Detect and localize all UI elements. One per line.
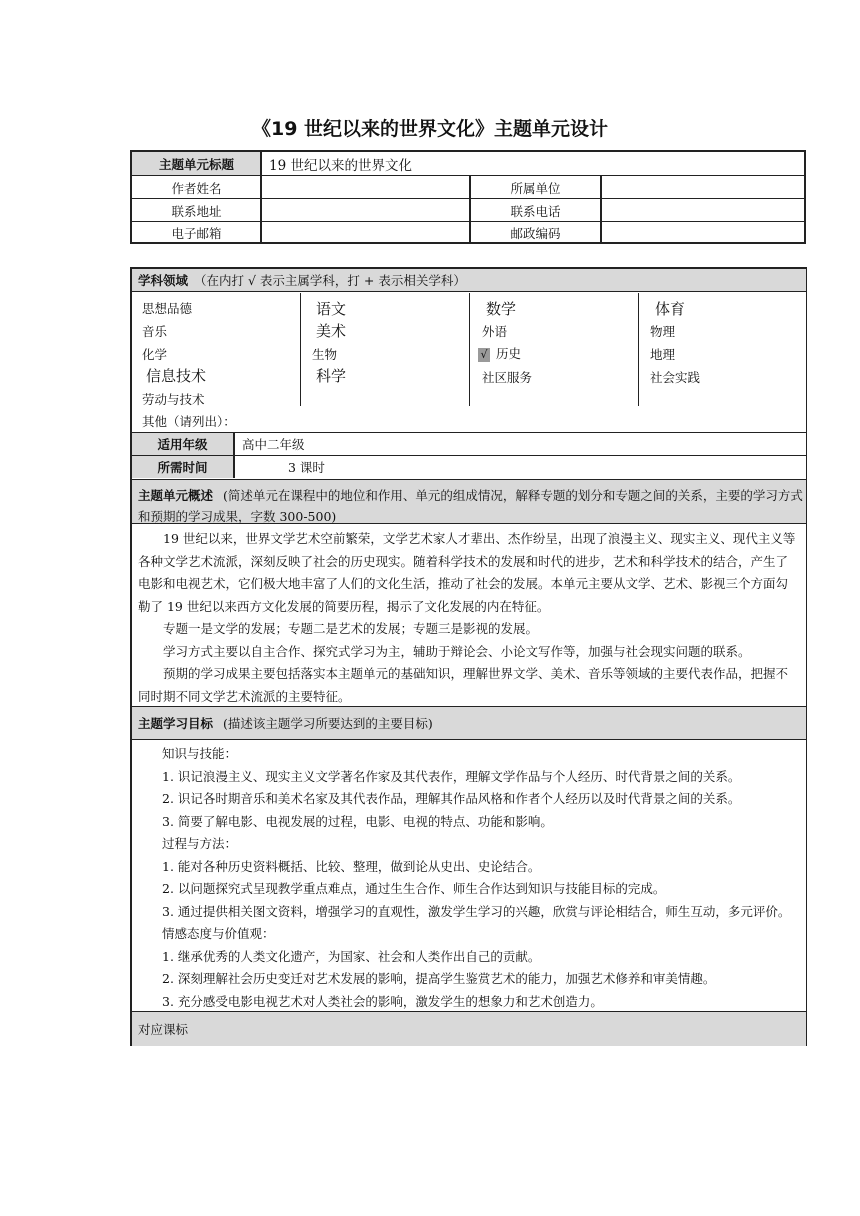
subject-item[interactable]: 语文 xyxy=(316,300,347,318)
subject-item[interactable]: 社区服务 xyxy=(482,370,533,385)
grade-label: 适用年级 xyxy=(132,433,233,455)
goal-line: 1. 识记浪漫主义、现实主义文学著名作家及其代表作，理解文学作品与个人经历、时代背景之间的关系。 xyxy=(162,768,741,784)
subject-item[interactable]: 化学 xyxy=(142,347,168,362)
divider xyxy=(638,293,639,406)
subject-item[interactable]: 劳动与技术 xyxy=(142,392,205,407)
time-value[interactable]: 3 课时 xyxy=(288,460,325,475)
divider xyxy=(260,152,262,242)
other-subjects-label[interactable]: 其他（请列出）： xyxy=(142,414,236,429)
divider xyxy=(300,293,301,406)
email-label: 电子邮箱 xyxy=(171,226,222,241)
subject-item[interactable]: 体育 xyxy=(655,300,686,318)
subject-item-history[interactable] xyxy=(478,344,521,362)
goal-line: 2. 识记各时期音乐和美术名家及其代表作品，理解其作品风格和作者个人经历以及时代背景之间的关系。 xyxy=(162,791,741,806)
unit-org-field[interactable] xyxy=(601,176,804,199)
subject-item[interactable]: 美术 xyxy=(316,322,347,340)
overview-paragraph: 学习方式主要以自主合作、探究式学习为主，辅助于辩论会、小论文写作等，加强与社会现实问题的联系。 xyxy=(163,643,751,659)
goals-header xyxy=(132,706,806,740)
overview-paragraph: 预期的学习成果主要包括落实本主题单元的基础知识，理解世界文学、美术、音乐等领域的主要代表作品，把握不同时期不同文学艺术流派的主要特征。 xyxy=(138,666,789,704)
overview-label: 主题单元概述 xyxy=(138,488,214,503)
subject-item[interactable]: 思想品德 xyxy=(142,301,193,316)
subject-item[interactable]: 物理 xyxy=(650,324,676,339)
overview-paragraph: 19 世纪以来，世界文学艺术空前繁荣，文学艺术家人才辈出、杰作纷呈，出现了浪漫主义、现实主义、现代主义等各种文学艺术流派，深刻反映了社会的历史现实。随着科学技术的发展和时代的进步，艺术和科学技术的结合，产生了电影和电视艺术，它们极大地丰富了人们的文化生活，推动了社会的发展。本单元主要从文学、艺术、影视三个方面勾勒了 19 世纪以来西方文化发展的简要历程，揭示了文化发展的内在特征。 xyxy=(138,531,796,614)
divider xyxy=(132,221,804,222)
time-label: 所需时间 xyxy=(132,456,233,478)
overview-paragraph: 专题一是文学的发展；专题二是艺术的发展；专题三是影视的发展。 xyxy=(163,621,539,636)
address-field[interactable] xyxy=(261,199,470,222)
author-field[interactable] xyxy=(261,176,470,199)
postcode-label: 邮政编码 xyxy=(510,226,561,241)
phone-field[interactable] xyxy=(601,199,804,222)
check-mark-icon[interactable]: √ xyxy=(478,348,490,362)
divider xyxy=(233,456,235,478)
goals-label: 主题学习目标 xyxy=(138,716,214,731)
divider xyxy=(132,175,804,176)
info-row-author xyxy=(132,176,804,199)
subject-item[interactable]: 外语 xyxy=(482,324,508,339)
email-field[interactable] xyxy=(261,222,470,244)
subject-item-label: 历史 xyxy=(496,346,522,361)
page-title: 《19 世纪以来的世界文化》主题单元设计 xyxy=(251,118,609,140)
goal-line: 3. 充分感受电影电视艺术对人类社会的影响，激发学生的想象力和艺术创造力。 xyxy=(162,993,603,1009)
info-row-email xyxy=(132,222,804,244)
subject-item[interactable]: 数学 xyxy=(486,300,517,318)
overview-header xyxy=(132,479,806,524)
author-label: 作者姓名 xyxy=(171,180,222,196)
divider xyxy=(469,293,470,406)
address-label: 联系地址 xyxy=(171,203,222,219)
goals-body xyxy=(132,743,800,1013)
unit-title-value[interactable]: 19 世纪以来的世界文化 xyxy=(269,158,412,174)
goal-line: 1. 能对各种历史资料概括、比较、整理，做到论从史出、史论结合。 xyxy=(162,858,541,874)
goal-line: 2. 以问题探究式呈现教学重点难点，通过生生合作、师生合作达到知识与技能目标的完成。 xyxy=(162,881,666,896)
info-table xyxy=(130,150,806,244)
divider xyxy=(132,198,804,199)
goal-line: 过程与方法： xyxy=(162,836,238,851)
overview-body xyxy=(138,528,800,708)
phone-label: 联系电话 xyxy=(510,203,561,219)
subject-header-note: （在内打 √ 表示主属学科，打 + 表示相关学科） xyxy=(194,273,466,288)
goal-line: 知识与技能： xyxy=(162,746,238,761)
divider xyxy=(600,176,602,242)
divider xyxy=(469,176,471,242)
postcode-field[interactable] xyxy=(601,222,804,244)
goal-line: 情感态度与价值观： xyxy=(162,926,275,941)
goal-line: 3. 简要了解电影、电视发展的过程，电影、电视的特点、功能和影响。 xyxy=(162,813,553,829)
overview-note: (简述单元在课程中的地位和作用、单元的组成情况，解释专题的划分和专题之间的关系，主要的学习方式和预期的学习成果，字数 300-500) xyxy=(138,488,803,524)
divider xyxy=(233,433,235,455)
unit-org-label: 所属单位 xyxy=(510,180,561,196)
subject-item[interactable]: 信息技术 xyxy=(146,367,207,385)
subject-item[interactable]: 科学 xyxy=(316,367,347,385)
goal-line: 3. 通过提供相关图文资料，增强学习的直观性，激发学生学习的兴趣，欣赏与评论相结合，师生互动，多元评价。 xyxy=(162,903,791,919)
standard-label: 对应课标 xyxy=(138,1022,189,1037)
subject-header-label: 学科领域 xyxy=(138,273,189,288)
goal-line: 2. 深刻理解社会历史变迁对艺术发展的影响，提高学生鉴赏艺术的能力，加强艺术修养和审美情趣。 xyxy=(162,971,716,986)
subject-item[interactable]: 生物 xyxy=(312,347,338,362)
goal-line: 1. 继承优秀的人类文化遗产，为国家、社会和人类作出自己的贡献。 xyxy=(162,948,541,964)
subject-item[interactable]: 地理 xyxy=(650,347,676,362)
subject-header xyxy=(132,269,806,292)
standard-row xyxy=(132,1011,806,1046)
unit-title-label: 主题单元标题 xyxy=(132,152,261,176)
info-row-address xyxy=(132,199,804,222)
grade-value[interactable]: 高中二年级 xyxy=(242,437,305,452)
subject-item[interactable]: 社会实践 xyxy=(650,370,701,385)
design-table xyxy=(130,267,807,1046)
goals-note: (描述该主题学习所要达到的主要目标) xyxy=(223,716,433,731)
subject-item[interactable]: 音乐 xyxy=(142,324,168,339)
info-row-title xyxy=(132,152,804,176)
